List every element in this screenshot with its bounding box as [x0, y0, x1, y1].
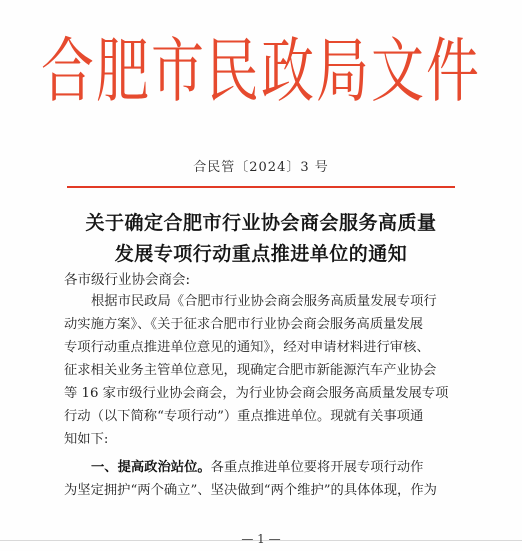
page-number: — 1 —: [241, 532, 281, 546]
body-line: 专项行动重点推进单位意见的通知》，经对申请材料进行审核、: [64, 340, 430, 355]
body-line: 动实施方案》、《关于征求合肥市行业协会商会服务高质量发展: [64, 317, 424, 332]
document-masthead: 合肥市民政局文件: [41, 31, 481, 113]
title-line-2: 发展专项行动重点推进单位的通知: [114, 243, 408, 265]
section-1-text: 各重点推进单位要将开展专项行动作: [210, 460, 424, 475]
red-divider-rule: [67, 186, 455, 188]
body-line: 根据市民政局《合肥市行业协会商会服务高质量发展专项行: [91, 294, 437, 309]
body-line: 征求相关业务主管单位意见，现确定合肥市新能源汽车产业协会: [64, 363, 437, 378]
section-1-heading: 一、提高政治站位。: [91, 460, 211, 475]
document-number: 合民管〔2024〕3 号: [193, 160, 329, 175]
section-1-line-2: 为坚定拥护“两个确立”、坚决做到“两个维护”的具体体现，作为: [64, 483, 437, 498]
body-line: 行动（以下简称“专项行动”）重点推进单位。现就有关事项通: [64, 409, 424, 424]
section-1-line-1: [64, 456, 462, 479]
body-line: 等 16 家市级行业协会商会，为行业协会商会服务高质量发展专项: [64, 386, 449, 401]
body-line: 知如下:: [64, 432, 109, 447]
addressee: 各市级行业协会商会:: [64, 272, 191, 288]
title-line-1: 关于确定合肥市行业协会商会服务高质量: [85, 212, 437, 234]
